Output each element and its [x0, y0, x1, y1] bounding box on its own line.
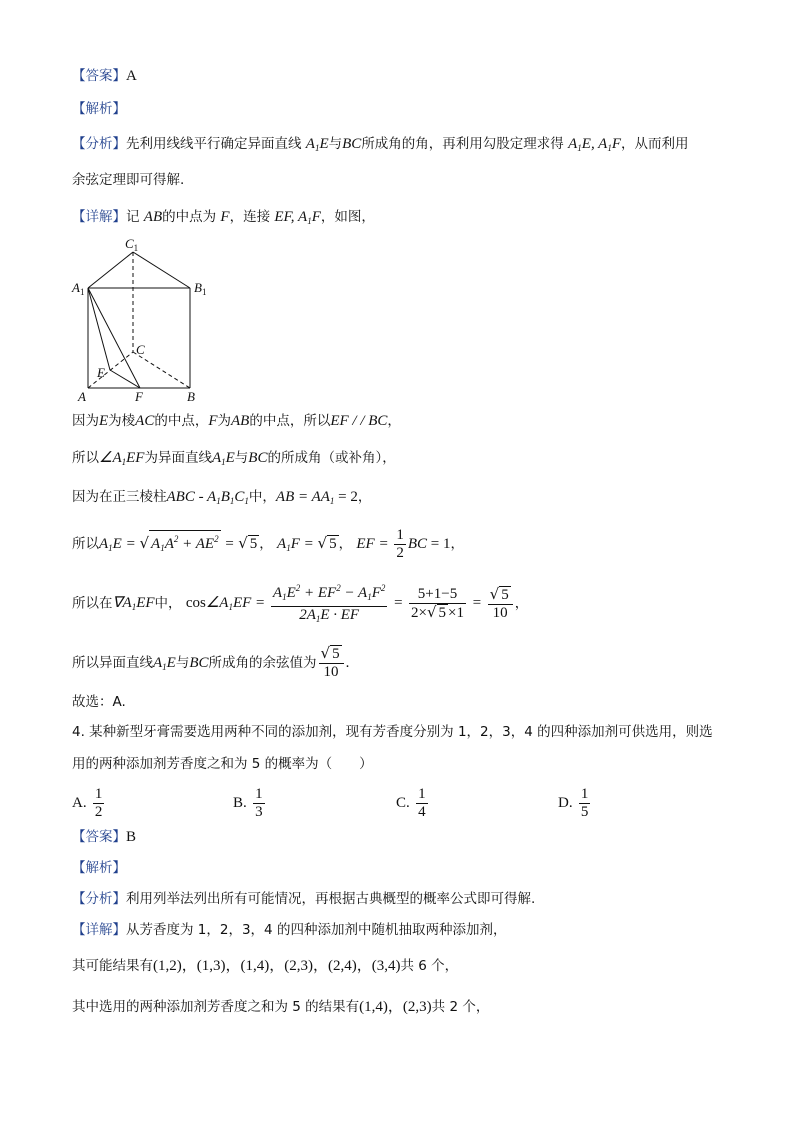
- q3-line-6: 所以异面直线$A_1E$与BC所成角的余弦值为 $\frac{√ 5}{10}$ .: [72, 644, 350, 680]
- q4-stem-2: 用的两种添加剂芳香度之和为 5 的概率为（ ）: [72, 756, 373, 772]
- math-angle-a1ef: $\angle A_1EF$: [99, 450, 145, 467]
- fenxi-text: 利用列举法列出所有可能情况，再根据古典概型的概率公式即可得解.: [126, 891, 536, 907]
- fenxi-text-2: 与: [328, 136, 343, 152]
- q3-choose: 故选：A.: [72, 694, 126, 710]
- label-a: A: [78, 389, 86, 404]
- option-c: [396, 786, 430, 821]
- text: 因为: [72, 413, 99, 429]
- option-d: [558, 786, 592, 821]
- numerator: 1: [580, 786, 589, 802]
- segment-a1f: [88, 288, 140, 388]
- text: 中，: [248, 489, 276, 505]
- math-a1e: $A_1E$: [305, 136, 329, 153]
- denominator: 2: [94, 804, 103, 820]
- answer-value: A: [126, 68, 137, 84]
- q4-detail-line: [72, 920, 506, 940]
- option-letter: A.: [72, 795, 87, 811]
- q3-line-2: [72, 448, 396, 472]
- math-e: E: [99, 413, 109, 429]
- math-a1e: $A_1E$: [211, 450, 235, 467]
- text: 的中点，所以: [249, 413, 331, 429]
- math-a1e-calc: $A_1E$ = √ $A_1A^2 + AE^2$ = √ 5: [99, 536, 259, 552]
- math-ac: AC: [135, 413, 155, 429]
- math-ef-calc: EF = $\frac{1}{2}$ BC = 1: [356, 527, 451, 561]
- q3-fenxi-line: [72, 134, 689, 158]
- text: 因为在正三棱柱: [72, 489, 167, 505]
- fenxi-text-4: ，从而利用: [621, 136, 689, 152]
- option-fraction: [579, 786, 591, 821]
- denominator: 4: [418, 804, 426, 820]
- text: 所以: [72, 535, 99, 552]
- math-ef-a1f: EF, $A_1F$: [274, 209, 321, 226]
- option-letter: D.: [558, 795, 573, 811]
- math-pairs: (1,4)，(2,3): [359, 999, 432, 1015]
- detail-tag: 【详解】: [72, 209, 126, 225]
- numerator: 1: [94, 786, 103, 802]
- option-fraction: [416, 786, 428, 821]
- option-fraction: [93, 786, 105, 821]
- text: 所以: [72, 450, 99, 466]
- hidden-edge-cb: [133, 352, 190, 388]
- text: 与: [175, 655, 190, 671]
- option-fraction: [253, 786, 265, 821]
- label-b: B: [187, 389, 195, 404]
- option-letter: C.: [396, 795, 410, 811]
- math-result-frac: $\frac{√ 5}{10}$: [319, 645, 344, 681]
- math-triangle-a1ef: $\nabla A_1EF$: [112, 595, 155, 613]
- label-f: F: [135, 389, 143, 404]
- label-c: C: [136, 342, 145, 357]
- q3-line-3: [72, 487, 371, 511]
- text: 为: [217, 413, 232, 429]
- q4-stem-1: 4. 某种新型牙膏需要选用两种不同的添加剂，现有芳香度分别为 1，2，3，4 的四种添加剂可供选用，则选: [72, 724, 713, 740]
- text: ，: [514, 595, 529, 612]
- q4-line-1: [72, 956, 458, 976]
- answer-tag: 【答案】: [72, 68, 126, 84]
- math-a1f-calc: $A_1F$ = √ 5: [277, 533, 337, 553]
- math-pairs: (1,2)，(1,3)，(1,4)，(2,3)，(2,4)，(3,4): [153, 958, 401, 974]
- text: 为棱: [108, 413, 136, 429]
- hidden-edge-ac: [88, 352, 133, 388]
- text: 中，: [154, 595, 182, 612]
- denominator: 5: [580, 804, 589, 820]
- detail-text-4: ，如图，: [320, 209, 375, 225]
- detail-text: 从芳香度为 1，2，3，4 的四种添加剂中随机抽取两种添加剂，: [126, 922, 507, 938]
- denominator: 3: [255, 804, 263, 820]
- text: 与: [234, 450, 249, 466]
- text: ，: [450, 535, 464, 552]
- text: 所以异面直线: [72, 655, 153, 671]
- q4-analysis-tag: 【解析】: [72, 860, 126, 876]
- numerator: 1: [255, 786, 263, 802]
- prism-figure: [70, 232, 220, 404]
- fenxi-tag: 【分析】: [72, 891, 126, 907]
- math-a1e: $A_1E$: [153, 655, 176, 672]
- text: 共 6 个，: [400, 958, 459, 974]
- q3-line-5: [72, 580, 528, 628]
- numerator: 1: [418, 786, 426, 802]
- math-ab-eq: AB = $AA_1 = 2$: [275, 489, 358, 506]
- math-bc: BC: [189, 655, 209, 671]
- detail-text-2: 的中点为: [162, 209, 217, 225]
- text: 的所成角（或补角），: [267, 450, 396, 466]
- answer-value: B: [126, 829, 137, 845]
- q4-answer-line: [72, 827, 136, 847]
- math-ef-parallel-bc: EF / / BC: [330, 413, 388, 429]
- math-cosine-law: $\cos\angle A_1EF$ = $\frac{A_1E^2 + EF^2 - A_1F^2}{2A_1E \cdot EF}$ = $\frac{5+1-5}{2\times√ 5 \times 1}$ = $\frac{√ 5}{10}$: [186, 595, 515, 611]
- option-b: [233, 786, 267, 821]
- q3-line-4: [72, 527, 464, 562]
- text: ，: [259, 535, 273, 552]
- fenxi-tag: 【分析】: [72, 136, 126, 152]
- q3-analysis-tag: 【解析】: [72, 101, 126, 117]
- text: ，: [357, 489, 372, 505]
- q3-detail-line: [72, 207, 375, 231]
- text: 所成角的余弦值为: [208, 655, 317, 671]
- text: 其中选用的两种添加剂芳香度之和为 5 的结果有: [72, 999, 360, 1015]
- q3-fenxi-line-2: 余弦定理即可得解.: [72, 172, 185, 188]
- detail-text-1: 记: [126, 209, 140, 225]
- answer-tag: 【答案】: [72, 829, 126, 845]
- label-b1: $B_1$: [194, 280, 207, 297]
- q4-line-2: [72, 997, 489, 1017]
- text: ，: [387, 413, 401, 429]
- fenxi-text-1: 先利用线线平行确定异面直线: [126, 136, 302, 152]
- text: 所以在: [72, 595, 113, 612]
- option-a: [72, 786, 106, 821]
- math-ab: AB: [231, 413, 250, 429]
- q3-line-1: [72, 411, 401, 431]
- segment-a1e: [88, 288, 110, 370]
- text: 其可能结果有: [72, 958, 153, 974]
- edge-c1b1: [133, 252, 190, 288]
- detail-text-3: ，连接: [229, 209, 271, 225]
- math-bc: BC: [342, 136, 362, 152]
- q4-fenxi-line: [72, 889, 535, 909]
- math-f: F: [220, 209, 230, 225]
- text: ，: [338, 535, 353, 552]
- math-a1e-a1f: $A_1E$, $A_1F$: [568, 136, 622, 153]
- fenxi-text-3: 所成角的角，再利用勾股定理求得: [361, 136, 564, 152]
- detail-tag: 【详解】: [72, 922, 126, 938]
- math-prism: ABC - $A_1B_1C_1$: [166, 489, 249, 506]
- label-a1: $A_1$: [72, 280, 85, 297]
- text: 的中点，: [154, 413, 209, 429]
- label-e: E: [97, 365, 105, 380]
- edge-a1c1: [88, 252, 133, 288]
- math-ab: AB: [143, 209, 163, 225]
- math-f: F: [208, 413, 218, 429]
- text: 共 2 个，: [431, 999, 490, 1015]
- math-bc: BC: [248, 450, 268, 466]
- q3-answer-line: [72, 66, 137, 86]
- label-c1: $C_1$: [125, 236, 139, 253]
- option-letter: B.: [233, 795, 247, 811]
- text: 为异面直线: [144, 450, 212, 466]
